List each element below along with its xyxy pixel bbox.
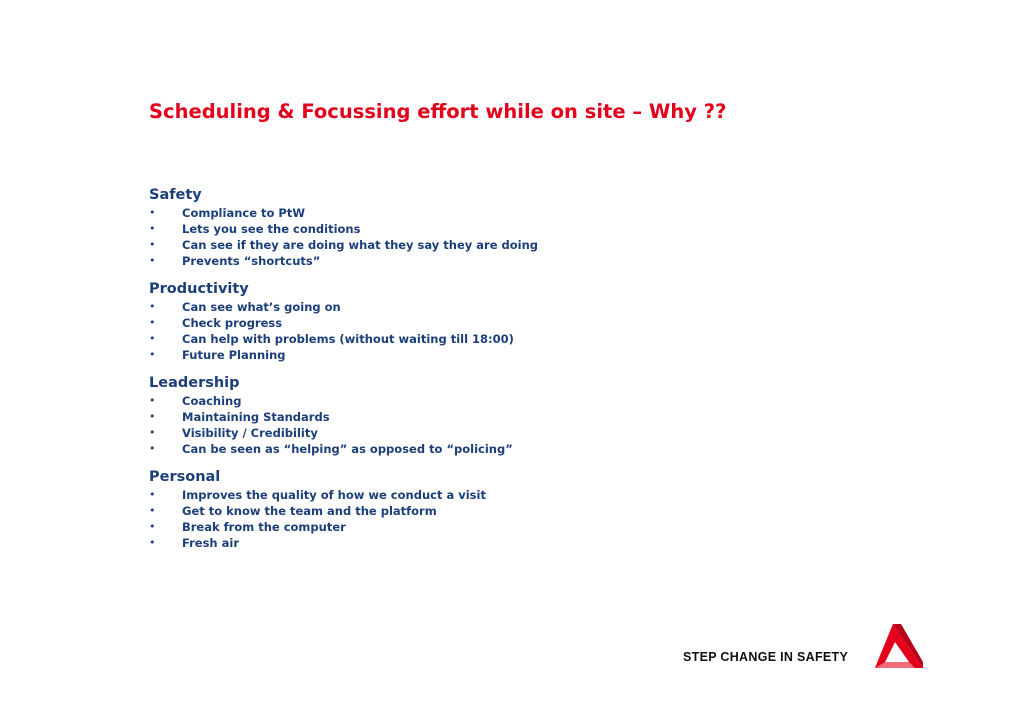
section-personal: [149, 468, 749, 551]
bullet-icon: •: [149, 410, 156, 423]
bullet-icon: •: [149, 394, 156, 407]
bullet-icon: •: [149, 536, 156, 549]
bullet-icon: •: [149, 316, 156, 329]
list-item: [149, 299, 749, 315]
section-heading: Safety: [149, 187, 202, 203]
bullet-icon: •: [149, 520, 156, 533]
bullet-list: [149, 393, 749, 457]
section-leadership: [149, 374, 749, 457]
list-item: [149, 205, 749, 221]
list-item: [149, 487, 749, 503]
section-heading: Personal: [149, 469, 221, 485]
section-productivity: [149, 280, 749, 363]
list-item: [149, 535, 749, 551]
section-heading: Leadership: [149, 375, 240, 391]
brand-tagline: STEP CHANGE IN SAFETY: [683, 650, 849, 664]
bullet-text: Can see if they are doing what they say they are doing: [182, 238, 539, 252]
list-item: [149, 441, 749, 457]
bullet-text: Fresh air: [182, 536, 240, 550]
bullet-text: Can help with problems (without waiting till 18:00): [182, 332, 514, 346]
bullet-icon: •: [149, 348, 156, 361]
bullet-icon: •: [149, 426, 156, 439]
sections-container: [149, 186, 749, 562]
slide-title: Scheduling & Focussing effort while on site – Why ??: [149, 100, 727, 123]
brand-footer: [683, 620, 933, 672]
bullet-text: Coaching: [182, 394, 242, 408]
bullet-text: Get to know the team and the platform: [182, 504, 437, 518]
bullet-icon: •: [149, 488, 156, 501]
list-item: [149, 503, 749, 519]
bullet-text: Improves the quality of how we conduct a visit: [182, 488, 486, 502]
list-item: [149, 347, 749, 363]
bullet-list: [149, 205, 749, 269]
bullet-text: Break from the computer: [182, 520, 346, 534]
bullet-icon: •: [149, 300, 156, 313]
bullet-text: Can be seen as “helping” as opposed to “policing”: [182, 442, 513, 456]
list-item: [149, 315, 749, 331]
bullet-text: Lets you see the conditions: [182, 222, 361, 236]
list-item: [149, 425, 749, 441]
list-item: [149, 519, 749, 535]
list-item: [149, 253, 749, 269]
bullet-icon: •: [149, 504, 156, 517]
bullet-text: Maintaining Standards: [182, 410, 330, 424]
bullet-text: Prevents “shortcuts”: [182, 254, 321, 268]
bullet-icon: •: [149, 238, 156, 251]
list-item: [149, 237, 749, 253]
bullet-text: Future Planning: [182, 348, 286, 362]
impossible-triangle-icon: [873, 622, 925, 670]
bullet-icon: •: [149, 222, 156, 235]
bullet-list: [149, 487, 749, 551]
section-safety: [149, 186, 749, 269]
bullet-icon: •: [149, 206, 156, 219]
list-item: [149, 331, 749, 347]
bullet-icon: •: [149, 442, 156, 455]
section-heading: Productivity: [149, 281, 249, 297]
bullet-text: Compliance to PtW: [182, 206, 306, 220]
bullet-icon: •: [149, 254, 156, 267]
list-item: [149, 393, 749, 409]
bullet-text: Visibility / Credibility: [182, 426, 318, 440]
bullet-icon: •: [149, 332, 156, 345]
bullet-text: Can see what’s going on: [182, 300, 341, 314]
list-item: [149, 409, 749, 425]
bullet-list: [149, 299, 749, 363]
bullet-text: Check progress: [182, 316, 283, 330]
list-item: [149, 221, 749, 237]
